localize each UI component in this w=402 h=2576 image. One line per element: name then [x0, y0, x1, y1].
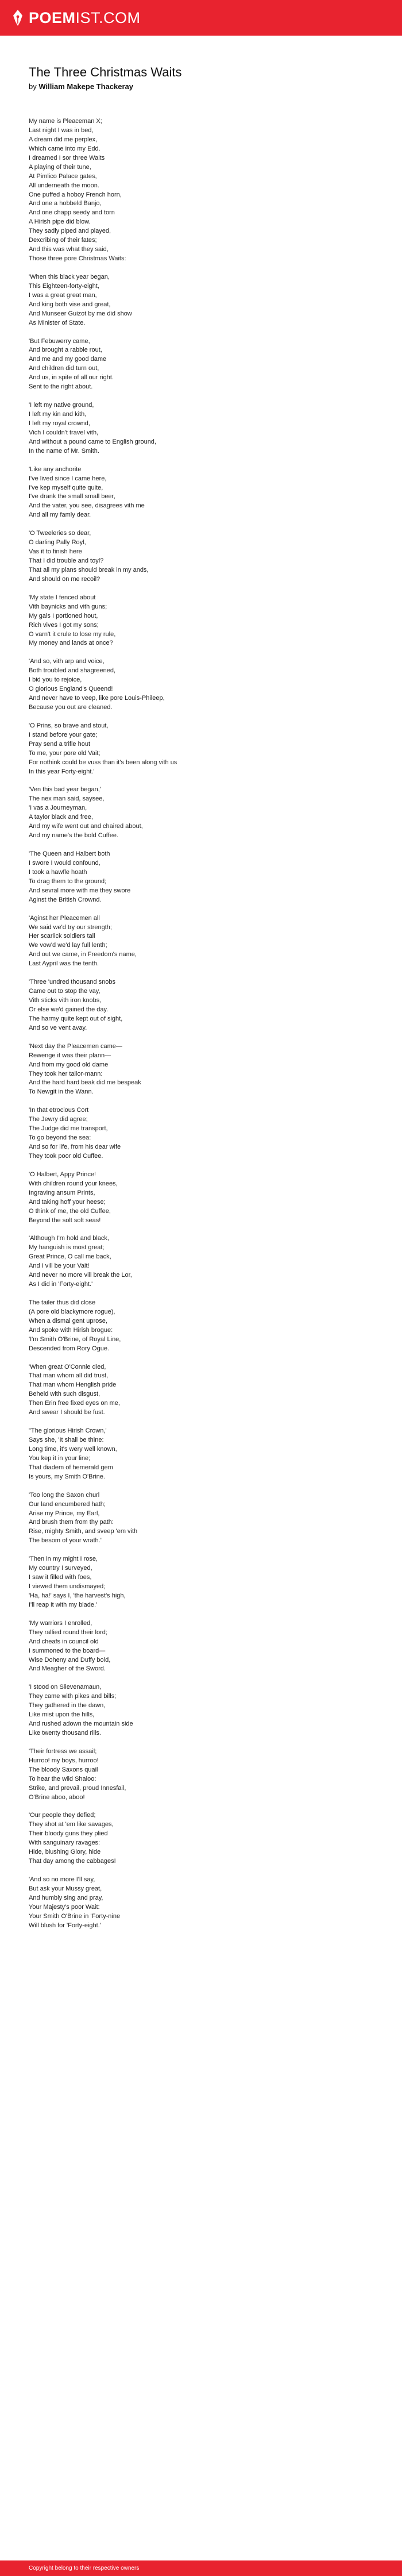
poem-line: And brought a rabble rout,	[29, 346, 102, 354]
poem-line: Last night I was in bed,	[29, 126, 94, 134]
poem-line: My gals I portioned hout,	[29, 612, 98, 619]
poem-line: Hide, blushing Glory, hide	[29, 1849, 101, 1856]
poem-line: Last Aypril was the tenth.	[29, 960, 99, 968]
poem-line: I swore I would confound,	[29, 859, 100, 867]
stanza	[29, 529, 373, 584]
poem-line: As I did in 'Forty-eight.'	[29, 1281, 93, 1288]
poem-line: When a dismal gent uprose,	[29, 1317, 107, 1324]
poem-line: And from my good old dame	[29, 1061, 109, 1068]
poem-line: And humbly sing and pray,	[29, 1894, 103, 1901]
poem-line: O glorious England's Queend!	[29, 686, 113, 693]
poem-line: And taking hoff your heese;	[29, 1198, 106, 1206]
stanza	[29, 785, 373, 841]
poem-line: For nothink could be vuss than it's been along vith us	[29, 758, 177, 766]
poem-line: 'But Febuwerry came,	[29, 337, 90, 345]
poem-line: 'Ven this bad year began,'	[29, 786, 101, 794]
poem-line: 'O Prins, so brave and stout,	[29, 722, 109, 729]
poem-line: 'I'm Smith O'Brine, of Royal Line,	[29, 1335, 121, 1343]
poem-line: But ask your Mussy great,	[29, 1885, 102, 1892]
poem-line: And the hard hard beak did me bespeak	[29, 1079, 141, 1087]
poem-line: That diadem of hemerald gem	[29, 1464, 113, 1471]
poem-line: To me, your pore old Vait;	[29, 749, 100, 757]
poem-line: Your Smith O'Brine in 'Forty-nine	[29, 1912, 121, 1920]
poem-line: 'The Queen and Halbert both	[29, 850, 110, 857]
poem-byline	[29, 82, 373, 92]
poem-line: 'O Tweeleries so dear,	[29, 530, 91, 537]
stanza	[29, 1106, 373, 1161]
byline-prefix: by	[29, 82, 37, 91]
poem-line: And so ve vent avay.	[29, 1024, 87, 1031]
poem-line: 'Next day the Pleacemen came—	[29, 1042, 122, 1050]
poem-line: Long time, it's wery well known,	[29, 1445, 117, 1453]
site-header	[0, 0, 402, 36]
poem-line: To drag them to the ground;	[29, 877, 107, 885]
stanza	[29, 465, 373, 521]
poem-line: A playing of their tune,	[29, 163, 91, 171]
poem-line: That day among the cabbages!	[29, 1858, 116, 1865]
poem-line: 'Then in my might I rose,	[29, 1555, 98, 1563]
stanza	[29, 1042, 373, 1098]
poem-line: 'I vas a Journeyman,	[29, 804, 87, 812]
poem-line: With sanguinary ravages:	[29, 1839, 100, 1847]
poem-line: Rise, mighty Smith, and sveep 'em vith	[29, 1528, 138, 1535]
poem-line: I've lived since I came here,	[29, 475, 107, 482]
poem-line: Their bloody guns they plied	[29, 1830, 108, 1838]
poem-line: To go beyond the sea:	[29, 1134, 91, 1142]
poem-line: That man whom Henglish pride	[29, 1381, 117, 1389]
poem-line: At Pimlico Palace gates,	[29, 172, 97, 180]
poem-line: 'Although I'm hold and black,	[29, 1235, 109, 1242]
poem-line: 'I left my native ground,	[29, 402, 94, 409]
poem-line: 'Aginst her Pleacemen all	[29, 914, 100, 922]
poem-line: I was a great great man,	[29, 291, 97, 299]
poem-line: Because you out are cleaned.	[29, 704, 113, 711]
poem-line: We vow'd we'd lay full lenth;	[29, 942, 107, 949]
poem-line: And the vater, you see, disagrees vith me	[29, 502, 145, 510]
stanza	[29, 1555, 373, 1610]
poem-title: The Three Christmas Waits	[29, 65, 182, 79]
stanza	[29, 273, 373, 328]
poem-line: Rewenge it was their plann—	[29, 1052, 111, 1059]
poem-line: And spoke with Hirish brogue:	[29, 1326, 113, 1334]
poem-line: This Eighteen-forty-eight,	[29, 282, 99, 290]
poem-line: Says she, 'It shall be thine:	[29, 1437, 104, 1443]
poem-body	[29, 117, 373, 1931]
poem-line: Dexcribing of their fates;	[29, 237, 97, 244]
poem-line: All underneath the moon.	[29, 182, 99, 189]
poem-line: Those three pore Christmas Waits:	[29, 255, 126, 263]
poem-line: And brush them from thy path:	[29, 1519, 114, 1526]
poem-line: The bloody Saxons quail	[29, 1766, 98, 1773]
stanza	[29, 1747, 373, 1803]
poem-line: 'In that etrocious Cort	[29, 1107, 89, 1114]
footer-copyright: Copyright belong to their respective owners	[29, 2565, 140, 2571]
poem-line: 'Ha, ha!' says I, 'the harvest's high,	[29, 1592, 126, 1599]
poem-line: 'When great O'Connle died,	[29, 1363, 106, 1370]
poem-line: And never no more vill break the Lor,	[29, 1272, 132, 1279]
poem-line: I bid you to rejoice,	[29, 676, 82, 684]
stanza	[29, 1299, 373, 1354]
poem-line: Aginst the British Crownd.	[29, 896, 102, 903]
poem-line: They took poor old Cuffee.	[29, 1152, 103, 1160]
poem-line: 'Like any anchorite	[29, 465, 82, 473]
poem-line: Which came into my Edd.	[29, 145, 100, 152]
stanza	[29, 1363, 373, 1418]
poem-line: The tailer thus did close	[29, 1299, 96, 1306]
poem-line: I saw it filled with foes,	[29, 1574, 92, 1581]
poem-line: And swear I should be fust.	[29, 1409, 105, 1416]
poem-line: They gathered in the dawn,	[29, 1702, 106, 1709]
poem-line: The besom of your wrath.'	[29, 1537, 102, 1545]
poem-line: To Newgit in the Wann.	[29, 1088, 94, 1096]
poem-line: 'Too long the Saxon churl	[29, 1491, 100, 1499]
stanza	[29, 1683, 373, 1738]
poem-line: Sent to the right about.	[29, 383, 93, 391]
stanza	[29, 722, 373, 777]
poem-line: Pray send a trifle hout	[29, 740, 91, 748]
poem-line: I took a hawfle hoath	[29, 868, 87, 876]
poem-line: To hear the wild Shaloo:	[29, 1775, 96, 1782]
poem-line: My name is Pleaceman X;	[29, 118, 102, 125]
poem-line: 'Three 'undred thousand snobs	[29, 979, 115, 986]
poem-line: And never have to veep, like pore Louis-Phileep,	[29, 695, 165, 702]
poem-line: I dreamed I sor three Waits	[29, 154, 105, 161]
poem-line: Your Majesty's poor Wait:	[29, 1903, 100, 1911]
stanza	[29, 978, 373, 1033]
poem-line: My money and lands at once?	[29, 640, 113, 647]
poem-line: I left my kin and kith,	[29, 411, 87, 418]
poem-line: Vich I couldn't travel vith,	[29, 429, 99, 436]
poem-line: I stand before your gate;	[29, 731, 98, 738]
poem-line: Rich vives I got my sons;	[29, 621, 99, 629]
poem-line: The nex man said, saysee,	[29, 795, 105, 803]
poem-line: Both troubled and shagreened,	[29, 667, 116, 675]
site-footer	[0, 2560, 402, 2576]
poem-line: They sadly piped and played,	[29, 228, 111, 235]
stanza	[29, 1619, 373, 1674]
poem-line: Is yours, my Smith O'Brine.	[29, 1473, 105, 1480]
poem-line: Wise Doheny and Duffy bold,	[29, 1656, 111, 1664]
stanza	[29, 117, 373, 264]
poem-line: A Hirish pipe did blow.	[29, 218, 91, 226]
poem-line: Beheld with such disgust,	[29, 1391, 100, 1398]
stanza	[29, 914, 373, 969]
poem-line: Hurroo! my boys, hurroo!	[29, 1757, 99, 1764]
poem-line: And my name's the bold Cuffee.	[29, 832, 118, 840]
poem-line: I've drank the small small beer,	[29, 493, 115, 500]
poem-line: Beyond the solt solt seas!	[29, 1216, 101, 1224]
poem-line: I left my royal crownd,	[29, 419, 90, 427]
poem-line: We said we'd try our strength;	[29, 923, 112, 931]
poem-line: The Judge did me transport,	[29, 1125, 108, 1133]
stanza	[29, 1491, 373, 1546]
poem-line: And I vill be your Vait!	[29, 1262, 90, 1270]
poem-line: And all my famly dear.	[29, 511, 91, 519]
poem-line: O think of me, the old Cuffee,	[29, 1207, 111, 1215]
poem-line: And us, in spite of all our right.	[29, 374, 114, 382]
poem-line: The Jewry did agree;	[29, 1116, 88, 1123]
stanza	[29, 1811, 373, 1866]
poem-line: Vith baynicks and vith guns;	[29, 603, 107, 610]
poem-line: Great Prince, O call me back,	[29, 1253, 111, 1261]
poem-line: And Munseer Guizot by me did show	[29, 310, 132, 317]
poem-line: And Meagher of the Sword.	[29, 1665, 106, 1673]
poem-line: And cheafs in council old	[29, 1638, 99, 1645]
stanza	[29, 1170, 373, 1226]
poem-line: And children did turn out,	[29, 365, 99, 372]
poem-line: 'When this black year began,	[29, 273, 110, 280]
poem-content	[29, 64, 373, 1940]
poem-line: They took her tailor-mann:	[29, 1070, 103, 1077]
poem-line: I'll reap it with my blade.'	[29, 1601, 98, 1608]
poem-line: (A pore old blackymore rogue),	[29, 1308, 115, 1315]
poem-line: And sevral more with me they swore	[29, 887, 131, 894]
poem-line: They rallied round their lord;	[29, 1628, 107, 1636]
poem-line: Then Erin free fixed eyes on me,	[29, 1400, 120, 1407]
poem-line: O varn't it crule to lose my rule,	[29, 630, 116, 638]
stanza	[29, 337, 373, 392]
stanza	[29, 1427, 373, 1482]
poem-line: They shot at 'em like savages,	[29, 1821, 114, 1828]
poem-line: 'My state I fenced about	[29, 594, 96, 601]
poem-line: They came with pikes and bills;	[29, 1693, 117, 1700]
poem-line: In the name of Mr. Smith.	[29, 447, 99, 455]
poem-line: O darling Pally Royl,	[29, 539, 86, 546]
poem-line: 'My warriors I enrolled,	[29, 1619, 92, 1627]
poem-line: As Minister of State.	[29, 319, 86, 326]
stanza	[29, 1876, 373, 1931]
stanza	[29, 850, 373, 905]
poem-line: Strike, and prevail, proud Innesfail,	[29, 1784, 126, 1792]
poem-line: 'Our people they defied;	[29, 1812, 96, 1819]
poem-line: 'O Halbert, Appy Prince!	[29, 1170, 96, 1178]
poem-line: Our land encumbered hath;	[29, 1500, 106, 1508]
poem-line: That all my plans should break in my ands,	[29, 566, 149, 573]
poem-line: With children round your knees,	[29, 1180, 118, 1187]
poem-line: Her scarlick soldiers tall	[29, 933, 95, 940]
poem-line: And king both vise and great,	[29, 301, 111, 308]
poem-line: And one a hobbeld Banjo,	[29, 200, 102, 207]
poem-line: O'Brine aboo, aboo!	[29, 1793, 85, 1801]
poem-line: Will blush for 'Forty-eight.'	[29, 1922, 101, 1929]
poem-line: A taylor black and free,	[29, 814, 93, 821]
pen-nib-icon	[11, 9, 24, 26]
poem-line: And my wife went out and chaired about,	[29, 823, 143, 830]
stanza	[29, 657, 373, 713]
poem-line: I viewed them undismayed;	[29, 1583, 106, 1590]
poem-line: And without a pound came to English ground,	[29, 438, 156, 445]
poem-line: 'And so no more I'll say,	[29, 1876, 95, 1883]
poem-line: 'I stood on Slievenamaun,	[29, 1684, 102, 1691]
poem-line: Or else we'd gained the day.	[29, 1006, 109, 1013]
poem-line: And this was what they said,	[29, 246, 109, 253]
stanza	[29, 594, 373, 649]
poem-line: 'And so, vith arp and voice,	[29, 658, 105, 665]
poem-line: Vith sticks vith iron knobs,	[29, 997, 102, 1004]
poem-line: Arise my Prince, my Earl,	[29, 1510, 100, 1517]
poem-line: Vas it to finish here	[29, 548, 82, 556]
author-link[interactable]: William Makepe Thackeray	[38, 82, 133, 91]
poem-line: My hanguish is most great;	[29, 1244, 105, 1252]
poem-line: That man whom all did trust,	[29, 1372, 109, 1380]
poem-line: A dream did me perplex,	[29, 136, 98, 143]
poem-line: I've kep myself quite quite,	[29, 484, 103, 491]
poem-line: One puffed a hoboy French horn,	[29, 191, 122, 198]
poem-line: And one chapp seedy and torn	[29, 209, 115, 217]
poem-line: Like mist upon the hills,	[29, 1711, 95, 1719]
poem-line: You kep it in your line;	[29, 1454, 91, 1462]
stanza	[29, 401, 373, 456]
poem-line: My country I surveyed,	[29, 1565, 92, 1572]
poem-line: Descended from Rory Ogue.	[29, 1345, 110, 1352]
site-logo[interactable]	[11, 8, 141, 28]
stanza	[29, 1234, 373, 1289]
poem-line: And so for life, from his dear wife	[29, 1143, 121, 1150]
logo-wordmark: POEMIST.COM	[29, 9, 141, 26]
poem-line: Came out to stop the vay,	[29, 988, 100, 995]
poem-line: "The glorious Hirish Crown,'	[29, 1427, 107, 1435]
poem-line: In this year Forty-eight.'	[29, 768, 95, 775]
poem-line: And me and my good dame	[29, 356, 107, 363]
poem-line: 'Their fortress we assail;	[29, 1747, 97, 1755]
poem-line: And rushed adown the mountain side	[29, 1720, 133, 1728]
poem-line: Ingraving ansum Prints,	[29, 1189, 95, 1196]
poem-line: Like twenty thousand rills.	[29, 1730, 101, 1736]
poem-line: The harmy quite kept out of sight,	[29, 1015, 123, 1022]
poem-line: That I did trouble and toyl?	[29, 557, 104, 564]
poem-line: And should on me recoil?	[29, 575, 100, 583]
poem-line: And out we came, in Freedom's name,	[29, 951, 137, 958]
poem-line: I summoned to the board—	[29, 1647, 106, 1654]
